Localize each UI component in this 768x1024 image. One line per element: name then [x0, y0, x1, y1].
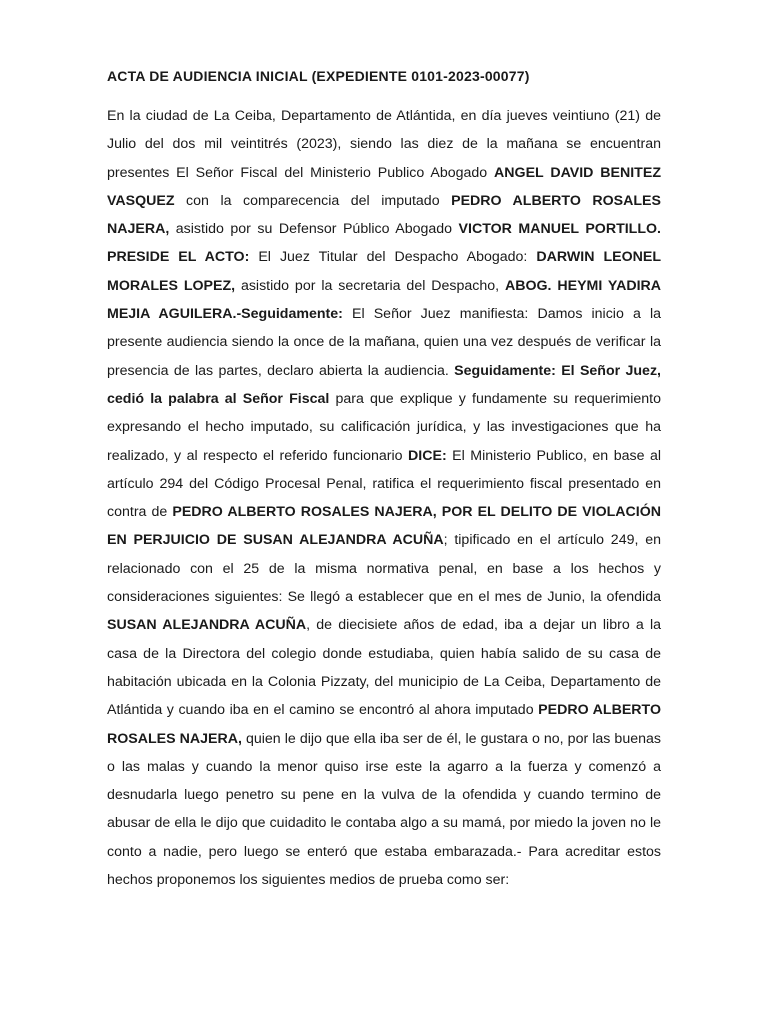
- text-segment: para que explique y fundamente su requerimiento expresando el hecho imputado, su calificación jurídica, y las investigaciones que ha realizado, y al respecto el referido funcionario: [107, 390, 661, 464]
- text-segment: El Señor Juez manifiesta: Damos inicio a la presente audiencia siendo la once de la mañana, quien una vez después de verificar la presencia de las partes, declaro abierta la audiencia.: [107, 306, 662, 379]
- judge-name: DARWIN LEONEL MORALES LOPEZ,: [107, 249, 661, 294]
- text-segment: quien le dijo que ella iba ser de él, le gustara o no, por las buenas o las malas y cuando la menor quiso irse este la agarro a la fuerza y comenzó a desnudarla luego penetro su pene en la vulva de la ofendida y cuando termino de abusar de ella le dijo que cuidadito le contaba algo a su mamá, por miedo la joven no le conto a nadie, pero luego se enteró que estaba embarazada.- Para acreditar estos hechos proponemos los siguientes medios de prueba como ser:: [107, 730, 661, 889]
- text-segment: ; tipificado en el artículo 249, en relacionado con el 25 de la misma normativa penal, en base a los hechos y consideraciones siguientes: Se llegó a establecer que en el mes de Junio, la ofendida: [107, 532, 661, 606]
- text-segment: En la ciudad de La Ceiba, Departamento de Atlántida, en día jueves veintiuno (21) de Julio del dos mil veintitrés (2023), siendo las diez de la mañana se encuentran presentes El Señor Fiscal del Ministerio Publico Abogado: [107, 108, 661, 181]
- text-segment: asistido por la secretaria del Despacho,: [235, 277, 505, 294]
- text-segment: asistido por su Defensor Público Abogado: [169, 221, 459, 238]
- victim-name: SUSAN ALEJANDRA ACUÑA: [107, 617, 307, 634]
- document-body: [107, 102, 661, 894]
- prosecutor-name: ANGEL DAVID BENITEZ VASQUEZ: [107, 164, 661, 209]
- document-title: ACTA DE AUDIENCIA INICIAL (EXPEDIENTE 0101-2023-00077): [107, 68, 530, 84]
- secretary-name: ABOG. HEYMI YADIRA MEJIA AGUILERA.-Seguidamente:: [107, 277, 662, 323]
- defender-name: VICTOR MANUEL PORTILLO. PRESIDE EL ACTO:: [107, 221, 661, 266]
- charge-statement: PEDRO ALBERTO ROSALES NAJERA, POR EL DELITO DE VIOLACIÓN EN PERJUICIO DE SUSAN ALEJANDRA ACUÑA: [107, 504, 661, 549]
- bold-clause: DICE:: [408, 447, 447, 464]
- defendant-name: PEDRO ALBERTO ROSALES NAJERA,: [107, 192, 661, 238]
- bold-clause: Seguidamente: El Señor Juez, cedió la palabra al Señor Fiscal: [107, 362, 661, 407]
- text-segment: , de diecisiete años de edad, iba a dejar un libro a la casa de la Directora del colegio donde estudiaba, quien había salido de su casa de habitación ubicada en la Colonia Pizzaty, del municipio de La Ceiba, Departamento de Atlántida y cuando iba en el camino se encontró al ahora imputado: [107, 617, 661, 719]
- text-segment: El Juez Titular del Despacho Abogado:: [249, 249, 537, 266]
- defendant-name: PEDRO ALBERTO ROSALES NAJERA,: [107, 702, 661, 747]
- text-segment: con la comparecencia del imputado: [174, 192, 452, 209]
- text-segment: El Ministerio Publico, en base al artículo 294 del Código Procesal Penal, ratifica el requerimiento fiscal presentado en contra de: [107, 447, 661, 521]
